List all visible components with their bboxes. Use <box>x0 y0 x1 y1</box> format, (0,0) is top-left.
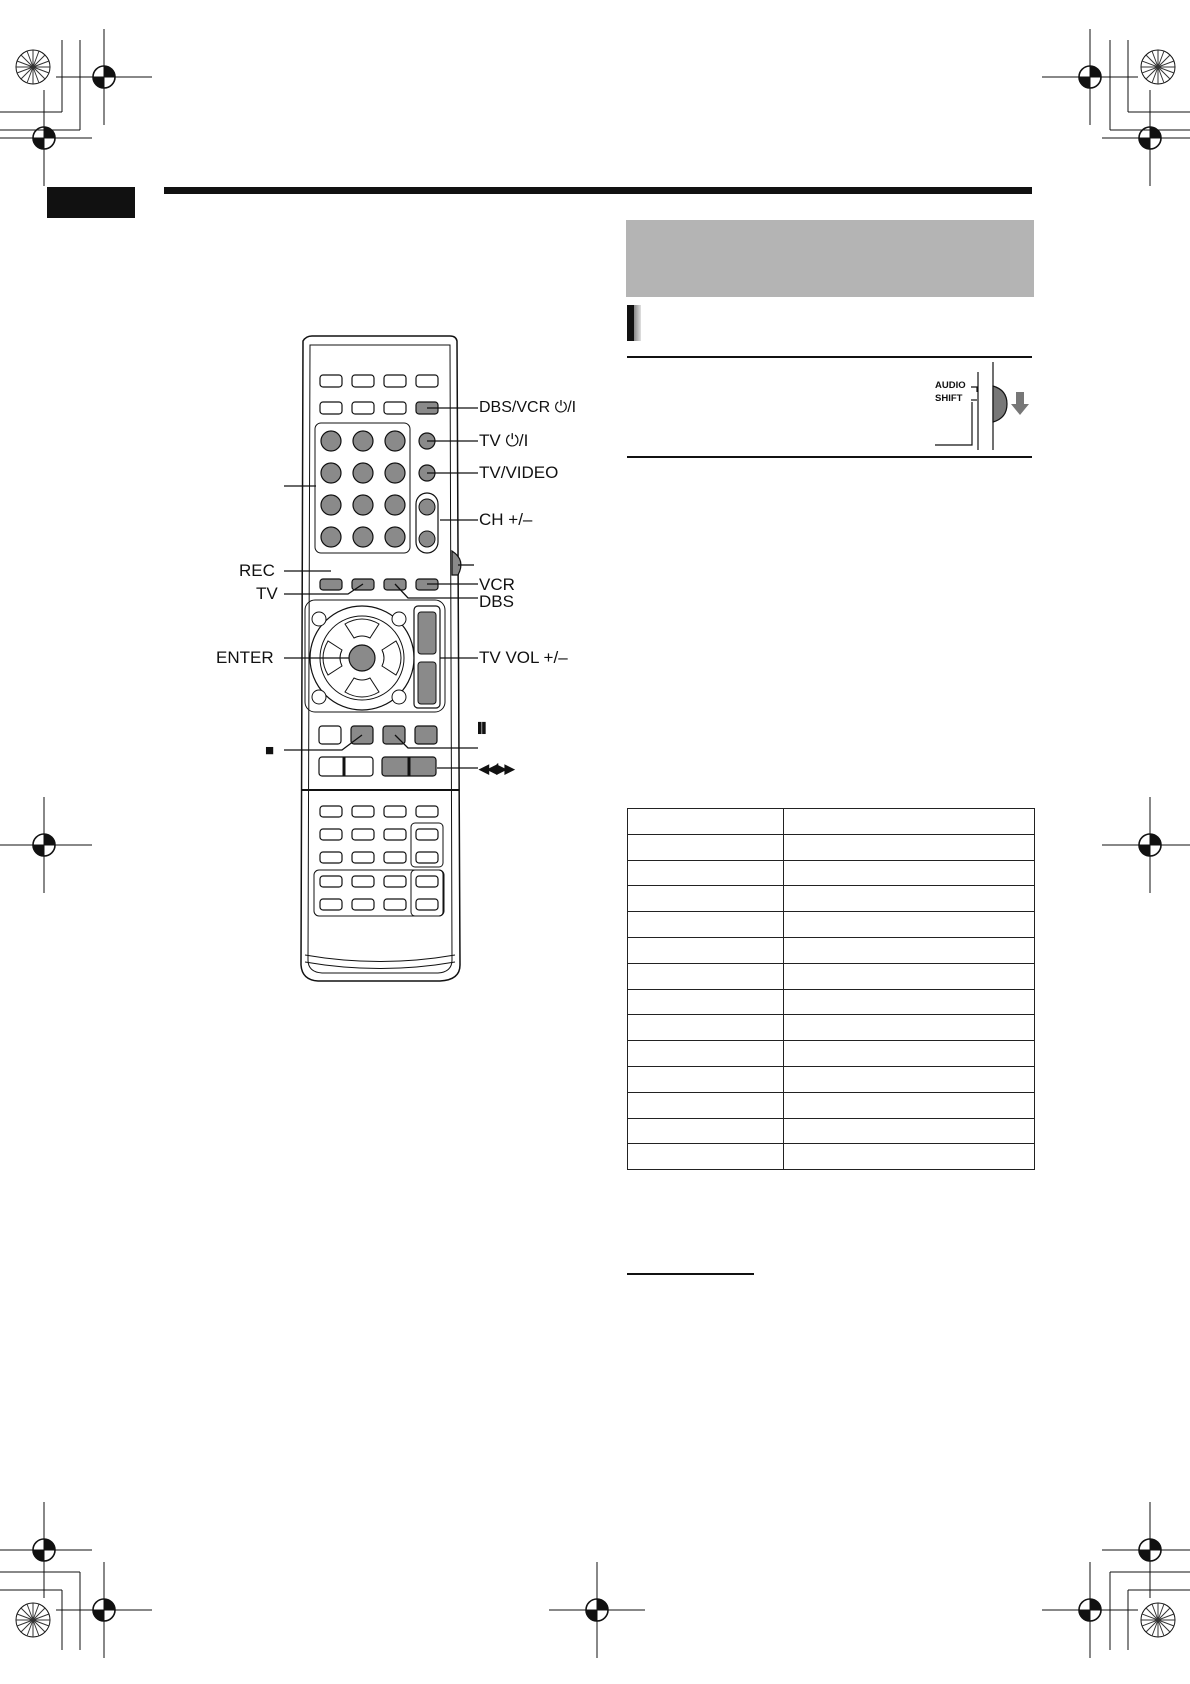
code-table-row <box>628 809 1035 835</box>
callout-leader-lines <box>280 400 480 780</box>
callout-rec: REC <box>239 561 275 580</box>
code-table-cell-right <box>784 1041 1035 1067</box>
code-table-cell-right <box>784 886 1035 912</box>
audio-shift-switch-illustration <box>935 362 1035 452</box>
callout-dbs: DBS <box>479 592 514 611</box>
code-table-cell-right <box>784 1066 1035 1092</box>
code-table-row <box>628 1092 1035 1118</box>
callout-rew-ff: ◀◀/▶▶ <box>479 761 513 776</box>
code-table-row <box>628 963 1035 989</box>
callout-tv: TV <box>256 584 278 603</box>
section-header-bar <box>626 220 1034 297</box>
callout-enter: ENTER <box>216 648 274 667</box>
callout-tv-power: TV ⏻/I <box>479 431 529 450</box>
code-table-row <box>628 834 1035 860</box>
code-table-row <box>628 1015 1035 1041</box>
wheel-mark-bottom-right <box>1141 1603 1175 1637</box>
code-table-cell-left <box>628 989 784 1015</box>
code-table-cell-left <box>628 809 784 835</box>
code-table-cell-left <box>628 1041 784 1067</box>
callout-stop: ■ <box>265 742 275 759</box>
code-table-cell-right <box>784 1144 1035 1170</box>
subsection-marker <box>627 305 641 341</box>
code-table-row <box>628 1041 1035 1067</box>
note-box-bottom-rule <box>627 456 1032 458</box>
code-table-cell-left <box>628 1118 784 1144</box>
code-table-cell-right <box>784 1015 1035 1041</box>
code-table-cell-left <box>628 1015 784 1041</box>
code-table-row <box>628 937 1035 963</box>
callout-tv-video: TV/VIDEO <box>479 463 559 482</box>
wheel-mark-top-left <box>16 50 50 84</box>
code-table-cell-right <box>784 860 1035 886</box>
code-table-cell-right <box>784 809 1035 835</box>
code-table-row <box>628 886 1035 912</box>
code-table-row <box>628 860 1035 886</box>
code-table-cell-right <box>784 989 1035 1015</box>
code-table-cell-right <box>784 937 1035 963</box>
code-table-row <box>628 989 1035 1015</box>
footnote-rule <box>627 1273 754 1275</box>
down-arrow-icon <box>1011 392 1029 415</box>
code-table <box>627 808 1035 1170</box>
code-table-cell-right <box>784 963 1035 989</box>
code-table-cell-right <box>784 1118 1035 1144</box>
code-table-row <box>628 1118 1035 1144</box>
code-table-row <box>628 912 1035 938</box>
code-table-cell-right <box>784 834 1035 860</box>
header-rule <box>164 187 1032 194</box>
note-box-top-rule <box>627 356 1032 358</box>
code-table-cell-left <box>628 963 784 989</box>
code-table-cell-left <box>628 1144 784 1170</box>
code-table-cell-left <box>628 886 784 912</box>
callout-tv-vol: TV VOL +/– <box>479 648 568 667</box>
code-table-cell-left <box>628 1092 784 1118</box>
wheel-mark-top-right <box>1141 50 1175 84</box>
callout-vcr: VCR <box>479 575 515 594</box>
code-table-cell-left <box>628 860 784 886</box>
code-table-row <box>628 1144 1035 1170</box>
wheel-mark-bottom-left <box>16 1603 50 1637</box>
switch-label-audio: AUDIO <box>935 380 966 391</box>
code-table-cell-left <box>628 834 784 860</box>
callout-ch: CH +/– <box>479 510 533 529</box>
code-table-cell-left <box>628 937 784 963</box>
switch-label-shift: SHIFT <box>935 393 963 404</box>
code-table-cell-left <box>628 912 784 938</box>
code-table-cell-right <box>784 912 1035 938</box>
code-table-row <box>628 1066 1035 1092</box>
code-table-cell-right <box>784 1092 1035 1118</box>
callout-dbs-vcr-power: DBS/VCR ⏻/I <box>479 399 577 416</box>
callout-pause: ▌▌ <box>478 723 487 734</box>
code-table-cell-left <box>628 1066 784 1092</box>
page-tab <box>47 187 135 218</box>
